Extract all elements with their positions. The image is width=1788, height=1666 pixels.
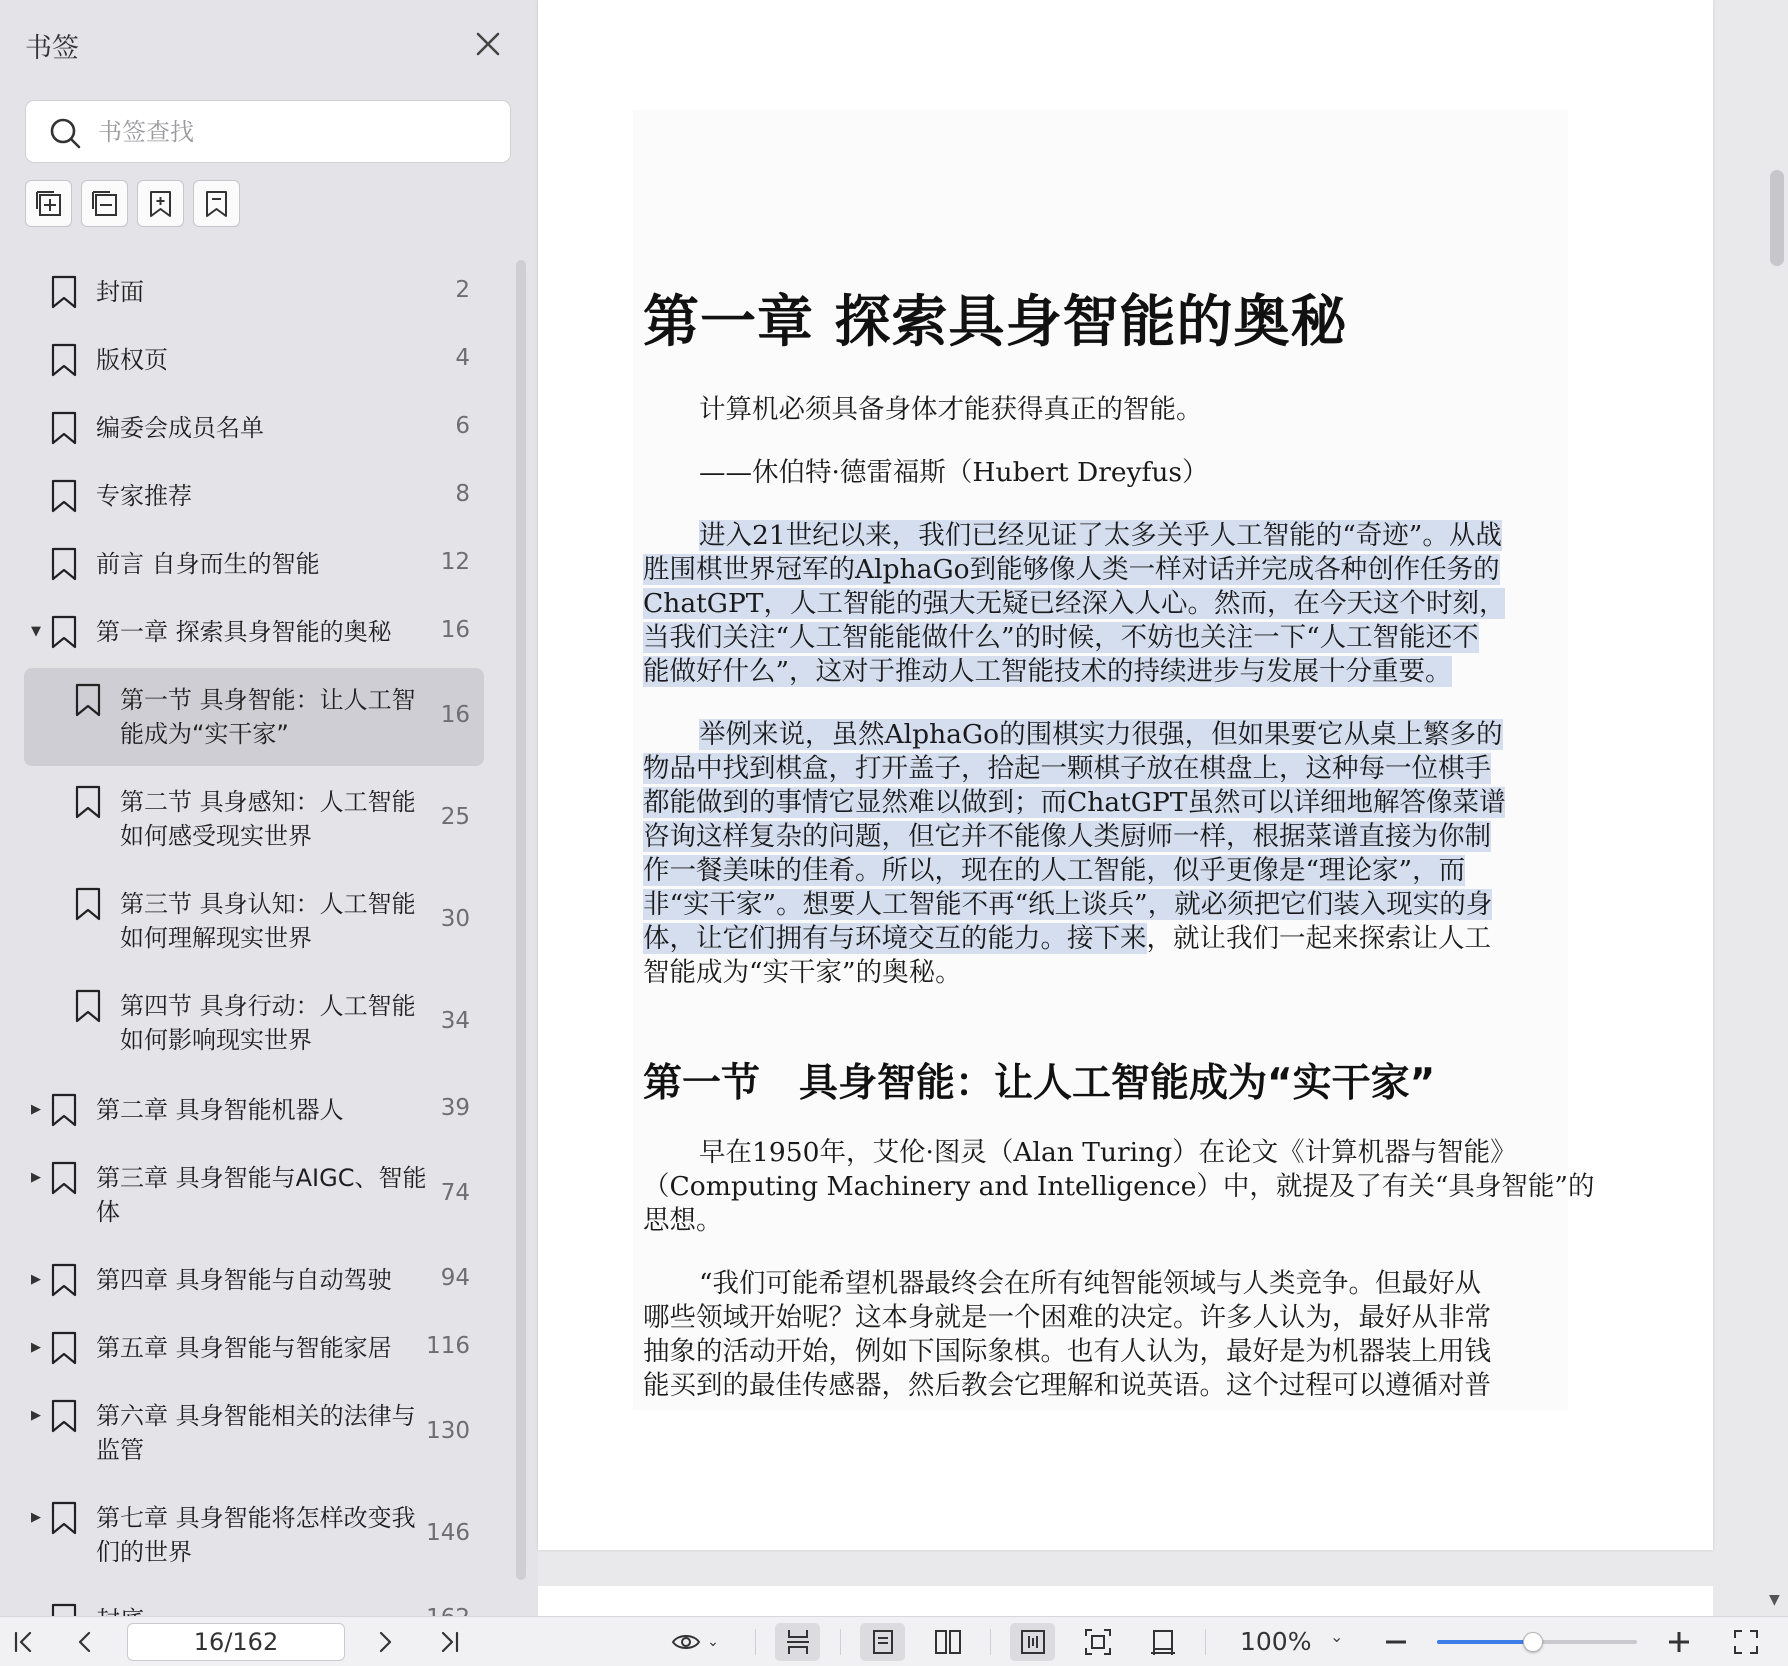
bookmark-label: 封面 [96, 278, 144, 306]
chevron-right-icon [370, 1627, 400, 1657]
bookmark-search-input[interactable] [98, 101, 498, 162]
text-line: 咨询这样复杂的问题，但它并不能像人类厨师一样，根据菜谱直接为你制 [643, 821, 1491, 852]
eye-icon [671, 1627, 701, 1657]
text-line: 智能成为“实干家”的奥秘。 [643, 957, 962, 988]
paragraph-quote[interactable] [643, 1267, 1558, 1403]
bookmark-search-box[interactable] [25, 100, 511, 163]
bookmark-button[interactable] [193, 180, 240, 227]
chevron-down-icon: ⌄ [707, 1634, 719, 1650]
bookmark-label: 第五章 具身智能与智能家居 [96, 1334, 392, 1362]
text-line: 举例来说，虽然AlphaGo的围棋实力很强，但如果要它从桌上繁多的 [699, 719, 1503, 750]
bookmark-label: 第一节 具身智能：让人工智 能成为“实干家” [120, 686, 416, 748]
zoom-dropdown-icon[interactable]: ⌄ [1330, 1627, 1344, 1646]
bookmark-icon [74, 989, 102, 1023]
bookmark-label: 第四节 具身行动：人工智能 如何影响现实世界 [120, 992, 416, 1054]
document-viewport [538, 0, 1788, 1616]
bookmark-icon [50, 1331, 78, 1365]
fit-width-button[interactable] [1010, 1623, 1055, 1661]
bookmark-icon [50, 479, 78, 513]
bookmark-icon [50, 1093, 78, 1127]
bookmark-item[interactable] [0, 1246, 500, 1314]
bookmark-label: 前言 自身而生的智能 [96, 550, 320, 578]
single-page-icon [868, 1627, 898, 1657]
text-line: 进入21世纪以来，我们已经见证了太多关乎人工智能的“奇迹”。从战 [699, 520, 1502, 551]
zoom-level[interactable]: 100% [1240, 1627, 1312, 1656]
bookmark-label: 第二节 具身感知：人工智能 如何感受现实世界 [120, 788, 416, 850]
bookmark-item[interactable] [0, 974, 500, 1072]
expand-arrow-icon[interactable]: ▶ [31, 1272, 41, 1287]
collapse-all-icon [90, 189, 119, 218]
bookmark-label: 第四章 具身智能与自动驾驶 [96, 1266, 392, 1294]
fit-width-icon [1018, 1627, 1048, 1657]
text-line: 物品中找到棋盒，打开盖子，拾起一颗棋子放在棋盘上，这种每一位棋手 [643, 753, 1491, 784]
text-line: 抽象的活动开始，例如下国际象棋。也有人认为，最好是为机器装上用钱 [643, 1336, 1491, 1367]
bookmark-item[interactable] [0, 598, 500, 666]
bookmark-icon [50, 343, 78, 377]
bookmark-item[interactable] [0, 394, 500, 462]
toolbar-divider [1205, 1629, 1206, 1655]
next-page-button[interactable] [370, 1623, 400, 1661]
sidebar-title: 书签 [25, 33, 79, 64]
single-page-button[interactable] [860, 1623, 905, 1661]
bookmark-label: 第二章 具身智能机器人 [96, 1096, 344, 1124]
bookmark-label: 第一章 探索具身智能的奥秘 [96, 618, 392, 646]
bookmark-label: 专家推荐 [96, 482, 192, 510]
bookmark-page-number: 130 [426, 1418, 470, 1444]
expand-arrow-icon[interactable]: ▶ [31, 1408, 41, 1423]
previous-page-button[interactable] [70, 1623, 100, 1661]
zoom-out-button[interactable] [1380, 1623, 1412, 1661]
collapse-arrow-icon[interactable]: ▼ [31, 624, 41, 639]
text-line: ChatGPT，人工智能的强大无疑已经深入人心。然而，在今天这个时刻， [643, 588, 1506, 619]
bookmark-page-number: 8 [455, 481, 470, 507]
text-line: 非“实干家”。想要人工智能不再“纸上谈兵”，就必须把它们装入现实的身 [643, 889, 1493, 920]
bookmark-list [0, 258, 500, 1616]
last-page-icon [435, 1627, 465, 1657]
first-page-button[interactable] [8, 1623, 38, 1661]
bookmark-icon [202, 189, 231, 218]
zoom-in-button[interactable] [1663, 1623, 1695, 1661]
text-line: “我们可能希望机器最终会在所有纯智能领域与人类竞争。但最好从 [699, 1268, 1482, 1299]
epigraph-author: ——休伯特·德雷福斯（Hubert Dreyfus） [699, 457, 1209, 488]
bookmark-page-number: 94 [440, 1265, 470, 1291]
bookmark-icon [50, 411, 78, 445]
document-scroll-thumb[interactable] [1770, 170, 1784, 266]
continuous-scroll-button[interactable] [775, 1623, 820, 1661]
chevron-left-icon [70, 1627, 100, 1657]
bookmark-item[interactable] [0, 258, 500, 326]
add-bookmark-button[interactable] [137, 180, 184, 227]
text-line: 体，让它们拥有与环境交互的能力。接下来，就让我们一起来探索让人工 [643, 923, 1491, 954]
bookmark-item[interactable] [0, 1144, 500, 1246]
text-line: 能买到的最佳传感器，然后教会它理解和说英语。这个过程可以遵循对普 [643, 1370, 1491, 1401]
view-mode-dropdown[interactable] [665, 1623, 725, 1661]
document-page [538, 0, 1713, 1550]
bookmark-item[interactable] [0, 1076, 500, 1144]
zoom-slider-handle[interactable] [1523, 1632, 1543, 1652]
toolbar-divider [755, 1629, 756, 1655]
rotate-button[interactable] [1140, 1623, 1185, 1661]
bookmark-item[interactable] [0, 530, 500, 598]
bookmark-page-number: 25 [440, 804, 470, 830]
bookmark-sidebar [0, 0, 538, 1616]
expand-arrow-icon[interactable]: ▶ [31, 1170, 41, 1185]
bookmark-icon [50, 1399, 78, 1433]
text-line: 作一餐美味的佳肴。所以，现在的人工智能，似乎更像是“理论家”，而 [643, 855, 1466, 886]
page-number-input[interactable] [127, 1623, 345, 1661]
fit-page-button[interactable] [1075, 1623, 1120, 1661]
bookmark-item[interactable] [0, 326, 500, 394]
bookmark-page-number: 116 [426, 1333, 470, 1359]
expand-arrow-icon[interactable]: ▶ [31, 1510, 41, 1525]
bookmark-label: 编委会成员名单 [96, 414, 264, 442]
bookmark-page-number: 39 [440, 1095, 470, 1121]
bookmark-item[interactable] [0, 872, 500, 970]
scroll-down-arrow-icon[interactable]: ▼ [1769, 1592, 1780, 1608]
text-line: 胜围棋世界冠军的AlphaGo到能够像人类一样对话并完成各种创作任务的 [643, 554, 1500, 585]
add-bookmark-icon [146, 189, 175, 218]
text-line: 当我们关注“人工智能能做什么”的时候，不妨也关注一下“人工智能还不 [643, 622, 1479, 653]
fullscreen-icon [1731, 1627, 1761, 1657]
collapse-all-button[interactable] [81, 180, 128, 227]
epigraph: 计算机必须具备身体才能获得真正的智能。 [699, 394, 1203, 425]
text-line: （Computing Machinery and Intelligence）中，就提及了有关“具身智能”的 [643, 1171, 1595, 1202]
rotate-page-icon [1148, 1627, 1178, 1657]
bookmark-page-number: 12 [440, 549, 470, 575]
last-page-button[interactable] [435, 1623, 465, 1661]
zoom-slider[interactable] [1437, 1640, 1637, 1644]
expand-arrow-icon[interactable]: ▶ [31, 1340, 41, 1355]
expand-all-icon [34, 189, 63, 218]
sidebar-scrollbar[interactable] [516, 260, 526, 1580]
bookmark-icon [50, 1263, 78, 1297]
bookmark-page-number: 16 [440, 702, 470, 728]
bookmark-item[interactable] [0, 462, 500, 530]
bookmark-icon [50, 547, 78, 581]
first-page-icon [8, 1627, 38, 1657]
fullscreen-button[interactable] [1730, 1623, 1762, 1661]
chapter-title: 第一章 探索具身智能的奥秘 [643, 290, 1348, 355]
minus-icon [1381, 1627, 1411, 1657]
continuous-scroll-icon [783, 1627, 813, 1657]
close-icon[interactable] [472, 28, 504, 60]
bookmark-icon [74, 887, 102, 921]
bookmark-page-number: 2 [455, 277, 470, 303]
bookmark-icon [74, 683, 102, 717]
bookmark-page-number: 74 [440, 1180, 470, 1206]
section-title: 第一节 具身智能：让人工智能成为“实干家” [643, 1061, 1436, 1106]
text-line: 思想。 [643, 1205, 723, 1236]
search-icon [48, 116, 82, 150]
bookmark-page-number: 16 [440, 617, 470, 643]
bookmark-icon [50, 615, 78, 649]
bottom-toolbar [0, 1616, 1788, 1666]
bookmark-item[interactable] [0, 770, 500, 868]
bookmark-label: 第六章 具身智能相关的法律与 监管 [96, 1402, 416, 1464]
plus-icon [1664, 1627, 1694, 1657]
bookmark-page-number: 6 [455, 413, 470, 439]
toolbar-divider [990, 1629, 991, 1655]
bookmark-label: 第三节 具身认知：人工智能 如何理解现实世界 [120, 890, 416, 952]
bookmark-item[interactable] [0, 1382, 500, 1484]
two-page-button[interactable] [925, 1623, 970, 1661]
bookmark-icon [50, 1501, 78, 1535]
two-page-icon [933, 1627, 963, 1657]
bookmark-icon [50, 1161, 78, 1195]
fit-page-icon [1083, 1627, 1113, 1657]
bookmark-icon [50, 275, 78, 309]
bookmark-item[interactable] [0, 668, 500, 766]
text-line: 能做好什么”，这对于推动人工智能技术的持续进步与发展十分重要。 [643, 656, 1452, 687]
toolbar-divider [840, 1629, 841, 1655]
text-line: 早在1950年，艾伦·图灵（Alan Turing）在论文《计算机器与智能》 [699, 1137, 1517, 1168]
bookmark-label: 第三章 具身智能与AIGC、智能 体 [96, 1164, 427, 1226]
bookmark-page-number: 34 [440, 1008, 470, 1034]
bookmark-page-number: 30 [440, 906, 470, 932]
bookmark-icon [74, 785, 102, 819]
text-line: 都能做到的事情它显然难以做到；而ChatGPT虽然可以详细地解答像菜谱 [643, 787, 1506, 818]
bookmark-page-number: 146 [426, 1520, 470, 1546]
bookmark-page-number: 4 [455, 345, 470, 371]
bookmark-item[interactable] [0, 1484, 500, 1586]
paragraph-turing[interactable] [643, 1136, 1595, 1238]
text-line: 哪些领域开始呢？这本身就是一个困难的决定。许多人认为，最好从非常 [643, 1302, 1491, 1333]
bookmark-item[interactable] [0, 1314, 500, 1382]
paragraph-intro[interactable] [643, 519, 1558, 689]
bookmark-label: 版权页 [96, 346, 168, 374]
zoom-slider-fill [1437, 1640, 1533, 1644]
expand-arrow-icon[interactable]: ▶ [31, 1102, 41, 1117]
paragraph-example[interactable] [643, 718, 1558, 990]
expand-all-button[interactable] [25, 180, 72, 227]
bookmark-label: 第七章 具身智能将怎样改变我 们的世界 [96, 1504, 416, 1566]
